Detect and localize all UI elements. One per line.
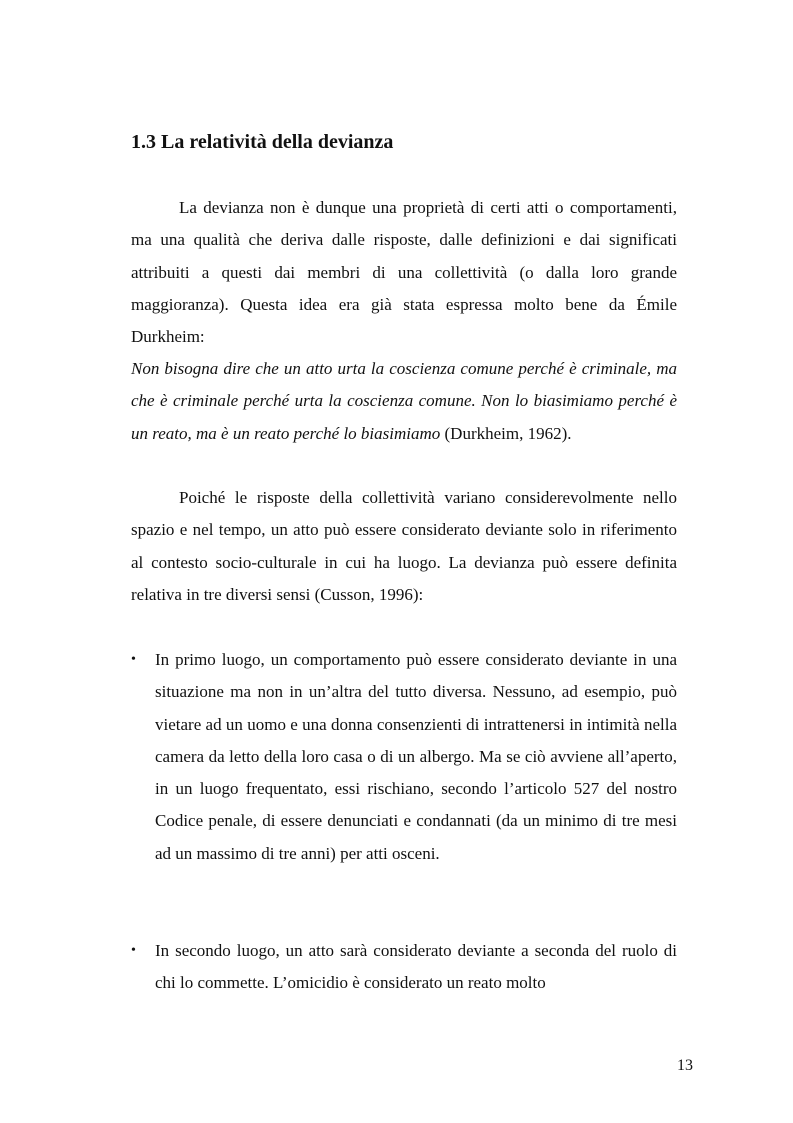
bullet-text: In primo luogo, un comportamento può essere considerato deviante in una situazione ma non in un’altra del tutto diversa. Nessuno, ad esempio, può vietare ad un uomo e una donna consenzienti di intrattenersi in intimità nella camera da letto della loro casa o di un albergo. Ma se ciò avviene all’aperto, in un luogo frequentato, essi rischiano, secondo l’articolo 527 del nostro Codice penale, di essere denunciati e condannati (da un minimo di tre mesi ad un massimo di tre anni) per atti osceni. <box>155 650 677 863</box>
bullet-icon: • <box>131 943 136 958</box>
bullet-icon: • <box>131 652 136 667</box>
paragraph-1: La devianza non è dunque una proprietà di certi atti o comportamenti, ma una qualità che deriva dalle risposte, dalle definizioni e dai significati attribuiti a questi dai membri di una collettività (o dalla loro grande maggioranza). Questa idea era già stata espressa molto bene da Émile Durkheim: <box>131 198 677 347</box>
list-item <box>131 935 677 1000</box>
quote-citation: (Durkheim, 1962). <box>440 423 572 443</box>
bullet-text: In secondo luogo, un atto sarà considerato deviante a seconda del ruolo di chi lo commette. L’omicidio è considerato un reato molto <box>155 941 677 993</box>
durkheim-quote: Non bisogna dire che un atto urta la coscienza comune perché è criminale, ma che è criminale perché urta la coscienza comune. Non lo biasimiamo perché è un reato, ma è un reato perché lo biasimiamo <box>131 359 677 443</box>
page-number: 13 <box>677 1057 693 1074</box>
section-title: 1.3 La relatività della devianza <box>131 131 394 153</box>
paragraph-2: Poiché le risposte della collettività variano considerevolmente nello spazio e nel tempo, un atto può essere considerato deviante solo in riferimento al contesto socio-culturale in cui ha luogo. La devianza può essere definita relativa in tre diversi sensi (Cusson, 1996): <box>131 488 677 604</box>
quote-paragraph <box>131 353 677 450</box>
list-item <box>131 644 677 870</box>
bullet-list-1 <box>131 644 677 870</box>
bullet-list-2 <box>131 935 677 1000</box>
